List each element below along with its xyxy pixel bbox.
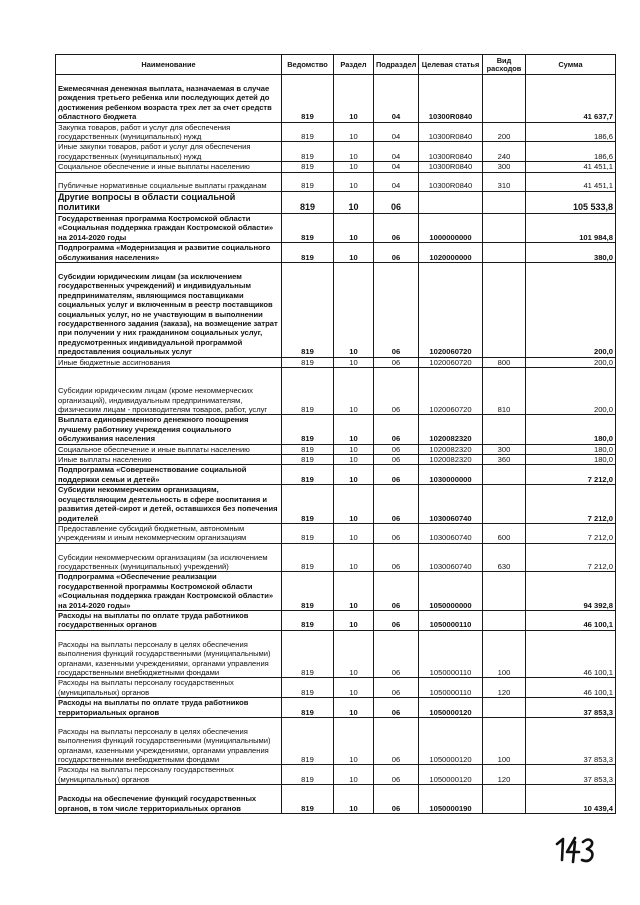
table-row	[56, 415, 616, 444]
cell-dept: 819	[282, 455, 334, 465]
cell-dept: 819	[282, 415, 334, 444]
cell-section: 10	[334, 444, 374, 454]
cell-subsection: 06	[374, 243, 419, 263]
cell-sum: 180,0	[526, 415, 616, 444]
table-row	[56, 678, 616, 698]
cell-subsection: 04	[374, 122, 419, 142]
cell-section: 10	[334, 357, 374, 367]
cell-sum: 7 212,0	[526, 465, 616, 485]
cell-target: 1020060720	[419, 367, 483, 415]
cell-target: 1020060720	[419, 357, 483, 367]
table-row	[56, 765, 616, 785]
cell-subsection: 06	[374, 572, 419, 611]
cell-subsection: 06	[374, 765, 419, 785]
cell-section: 10	[334, 263, 374, 358]
header-sum: Сумма	[526, 55, 616, 75]
table-row	[56, 172, 616, 191]
header-section: Раздел	[334, 55, 374, 75]
table-row	[56, 698, 616, 718]
table-row	[56, 444, 616, 454]
cell-dept: 819	[282, 465, 334, 485]
cell-dept: 819	[282, 142, 334, 162]
cell-subsection: 06	[374, 455, 419, 465]
table-row	[56, 122, 616, 142]
header-dept: Ведомство	[282, 55, 334, 75]
table-row	[56, 263, 616, 358]
cell-subsection: 04	[374, 75, 419, 123]
cell-sum: 186,6	[526, 142, 616, 162]
cell-dept: 819	[282, 572, 334, 611]
cell-section: 10	[334, 243, 374, 263]
cell-target: 1020000000	[419, 243, 483, 263]
cell-section: 10	[334, 785, 374, 814]
cell-sum: 41 637,7	[526, 75, 616, 123]
cell-name: Расходы на обеспечение функций государственных органов, в том числе территориальных органов	[56, 785, 282, 814]
header-exptype: Вид расходов	[483, 55, 526, 75]
table-row	[56, 357, 616, 367]
cell-subsection: 06	[374, 485, 419, 524]
cell-dept: 819	[282, 75, 334, 123]
cell-section: 10	[334, 75, 374, 123]
cell-sum: 200,0	[526, 357, 616, 367]
cell-target: 1050000110	[419, 611, 483, 631]
header-subsection: Подраздел	[374, 55, 419, 75]
cell-name: Государственная программа Костромской области «Социальная поддержка граждан Костромской области» на 2014-2020 годы	[56, 214, 282, 243]
cell-sum: 7 212,0	[526, 543, 616, 572]
cell-exptype: 300	[483, 162, 526, 172]
cell-name: Расходы на выплаты персоналу в целях обеспечения выполнения функций государственными (муниципальными) органами, казенными учреждениями, органами управления государственными внебюджетными фондами	[56, 717, 282, 765]
table-row	[56, 785, 616, 814]
cell-subsection: 04	[374, 172, 419, 191]
cell-exptype	[483, 243, 526, 263]
cell-target: 1030000000	[419, 465, 483, 485]
cell-name: Субсидии некоммерческим организациям, осуществляющим деятельность в сфере воспитания и развития детей-сирот и детей, оставшихся без попечения родителей	[56, 485, 282, 524]
cell-dept: 819	[282, 523, 334, 543]
table-row	[56, 367, 616, 415]
table-row	[56, 630, 616, 678]
cell-target: 1020060720	[419, 263, 483, 358]
cell-sum: 7 212,0	[526, 523, 616, 543]
cell-sum: 46 100,1	[526, 678, 616, 698]
cell-sum: 37 853,3	[526, 765, 616, 785]
cell-subsection: 06	[374, 630, 419, 678]
cell-subsection: 06	[374, 698, 419, 718]
cell-name: Иные бюджетные ассигнования	[56, 357, 282, 367]
cell-name: Иные выплаты населению	[56, 455, 282, 465]
cell-sum: 37 853,3	[526, 698, 616, 718]
cell-target: 1050000000	[419, 572, 483, 611]
cell-sum: 46 100,1	[526, 611, 616, 631]
cell-dept: 819	[282, 543, 334, 572]
cell-name: Социальное обеспечение и иные выплаты населению	[56, 444, 282, 454]
cell-name: Закупка товаров, работ и услуг для обеспечения государственных (муниципальных) нужд	[56, 122, 282, 142]
cell-dept: 819	[282, 678, 334, 698]
cell-subsection: 06	[374, 367, 419, 415]
cell-exptype: 810	[483, 367, 526, 415]
cell-section: 10	[334, 523, 374, 543]
cell-sum: 180,0	[526, 455, 616, 465]
cell-target: 1030060740	[419, 543, 483, 572]
cell-target: 1050000190	[419, 785, 483, 814]
cell-exptype: 120	[483, 765, 526, 785]
cell-exptype: 100	[483, 630, 526, 678]
cell-target: 1050000110	[419, 678, 483, 698]
cell-section: 10	[334, 415, 374, 444]
cell-name: Расходы на выплаты персоналу государственных (муниципальных) органов	[56, 765, 282, 785]
cell-exptype: 310	[483, 172, 526, 191]
cell-subsection: 06	[374, 263, 419, 358]
table-row	[56, 191, 616, 213]
cell-target: 1020082320	[419, 455, 483, 465]
cell-sum: 200,0	[526, 263, 616, 358]
cell-subsection: 04	[374, 142, 419, 162]
cell-sum: 41 451,1	[526, 162, 616, 172]
cell-name: Субсидии юридическим лицам (за исключением государственных учреждений) и индивидуальным предпринимателям, являющимся поставщиками социальных услуг и включенным в реестр поставщиков социальных услуг, но не участвующим в выполнении государственного задания (заказа), на возмещение затрат при получении у них гражданином социальных услуг, предусмотренных индивидуальной программой предоставления социальных услуг	[56, 263, 282, 358]
cell-section: 10	[334, 465, 374, 485]
cell-name: Подпрограмма «Модернизация и развитие социального обслуживания населения»	[56, 243, 282, 263]
cell-subsection: 06	[374, 785, 419, 814]
table-row	[56, 465, 616, 485]
table-row	[56, 717, 616, 765]
cell-sum: 186,6	[526, 122, 616, 142]
table-row	[56, 455, 616, 465]
budget-table	[55, 54, 616, 814]
table-row	[56, 214, 616, 243]
cell-exptype	[483, 572, 526, 611]
table-row	[56, 611, 616, 631]
cell-exptype	[483, 75, 526, 123]
cell-exptype	[483, 415, 526, 444]
cell-subsection: 06	[374, 415, 419, 444]
cell-dept: 819	[282, 485, 334, 524]
cell-section: 10	[334, 717, 374, 765]
cell-sum: 94 392,8	[526, 572, 616, 611]
cell-sum: 105 533,8	[526, 191, 616, 213]
cell-sum: 200,0	[526, 367, 616, 415]
cell-section: 10	[334, 142, 374, 162]
cell-subsection: 06	[374, 611, 419, 631]
cell-target: 1050000110	[419, 630, 483, 678]
table-row	[56, 485, 616, 524]
cell-subsection: 04	[374, 162, 419, 172]
cell-sum: 380,0	[526, 243, 616, 263]
cell-target: 10300R0840	[419, 162, 483, 172]
cell-dept: 819	[282, 122, 334, 142]
table-row	[56, 162, 616, 172]
cell-section: 10	[334, 572, 374, 611]
cell-exptype	[483, 485, 526, 524]
cell-exptype: 800	[483, 357, 526, 367]
table-row	[56, 523, 616, 543]
cell-subsection: 06	[374, 357, 419, 367]
cell-target: 1030060740	[419, 523, 483, 543]
cell-sum: 180,0	[526, 444, 616, 454]
cell-target: 1000000000	[419, 214, 483, 243]
cell-name: Подпрограмма «Совершенствование социальной поддержки семьи и детей»	[56, 465, 282, 485]
cell-dept: 819	[282, 444, 334, 454]
table-row	[56, 243, 616, 263]
header-target: Целевая статья	[419, 55, 483, 75]
cell-section: 10	[334, 765, 374, 785]
table-row	[56, 543, 616, 572]
cell-dept: 819	[282, 630, 334, 678]
table-row	[56, 142, 616, 162]
cell-dept: 819	[282, 367, 334, 415]
cell-exptype: 600	[483, 523, 526, 543]
cell-subsection: 06	[374, 543, 419, 572]
cell-exptype	[483, 263, 526, 358]
cell-exptype	[483, 214, 526, 243]
cell-section: 10	[334, 367, 374, 415]
cell-name: Подпрограмма «Обеспечение реализации государственной программы Костромской области «Социальная поддержка граждан Костромской области» на 2014-2020 годы»	[56, 572, 282, 611]
cell-section: 10	[334, 162, 374, 172]
cell-dept: 819	[282, 214, 334, 243]
cell-subsection: 06	[374, 191, 419, 213]
cell-name: Публичные нормативные социальные выплаты гражданам	[56, 172, 282, 191]
cell-name: Другие вопросы в области социальной политики	[56, 191, 282, 213]
cell-sum: 46 100,1	[526, 630, 616, 678]
cell-target: 1050000120	[419, 765, 483, 785]
cell-exptype	[483, 785, 526, 814]
cell-section: 10	[334, 191, 374, 213]
cell-section: 10	[334, 122, 374, 142]
cell-exptype: 200	[483, 122, 526, 142]
cell-target	[419, 191, 483, 213]
cell-subsection: 06	[374, 717, 419, 765]
cell-subsection: 06	[374, 214, 419, 243]
cell-sum: 37 853,3	[526, 717, 616, 765]
cell-dept: 819	[282, 243, 334, 263]
cell-sum: 41 451,1	[526, 172, 616, 191]
header-name: Наименование	[56, 55, 282, 75]
cell-target: 10300R0840	[419, 172, 483, 191]
cell-name: Ежемесячная денежная выплата, назначаемая в случае рождения третьего ребенка или последующих детей до достижения ребенком возраста трех лет за счет средств областного бюджета	[56, 75, 282, 123]
cell-subsection: 06	[374, 523, 419, 543]
cell-target: 10300R0840	[419, 122, 483, 142]
cell-dept: 819	[282, 611, 334, 631]
cell-target: 10300R0840	[419, 142, 483, 162]
cell-exptype: 360	[483, 455, 526, 465]
cell-dept: 819	[282, 717, 334, 765]
cell-name: Расходы на выплаты персоналу государственных (муниципальных) органов	[56, 678, 282, 698]
cell-name: Выплата единовременного денежного поощрения лучшему работнику учреждения социального обслуживания населения	[56, 415, 282, 444]
cell-dept: 819	[282, 357, 334, 367]
cell-exptype	[483, 191, 526, 213]
cell-section: 10	[334, 455, 374, 465]
cell-exptype: 240	[483, 142, 526, 162]
cell-section: 10	[334, 543, 374, 572]
cell-exptype: 120	[483, 678, 526, 698]
cell-dept: 819	[282, 785, 334, 814]
cell-sum: 7 212,0	[526, 485, 616, 524]
cell-sum: 10 439,4	[526, 785, 616, 814]
cell-dept: 819	[282, 698, 334, 718]
cell-name: Субсидии некоммерческим организациям (за исключением государственных (муниципальных) учреждений)	[56, 543, 282, 572]
table-header-row	[56, 55, 616, 75]
cell-dept: 819	[282, 263, 334, 358]
cell-subsection: 06	[374, 444, 419, 454]
cell-exptype: 300	[483, 444, 526, 454]
cell-name: Расходы на выплаты по оплате труда работников государственных органов	[56, 611, 282, 631]
cell-exptype	[483, 611, 526, 631]
cell-dept: 819	[282, 765, 334, 785]
cell-target: 10300R0840	[419, 75, 483, 123]
table-row	[56, 572, 616, 611]
cell-dept: 819	[282, 162, 334, 172]
cell-name: Субсидии юридическим лицам (кроме некоммерческих организаций), индивидуальным предпринимателям, физическим лицам - производителям товаров, работ, услуг	[56, 367, 282, 415]
cell-target: 1050000120	[419, 717, 483, 765]
cell-name: Предоставление субсидий бюджетным, автономным учреждениям и иным некоммерческим организациям	[56, 523, 282, 543]
cell-section: 10	[334, 214, 374, 243]
cell-name: Социальное обеспечение и иные выплаты населению	[56, 162, 282, 172]
cell-name: Расходы на выплаты по оплате труда работников территориальных органов	[56, 698, 282, 718]
cell-section: 10	[334, 630, 374, 678]
cell-exptype: 630	[483, 543, 526, 572]
cell-dept: 819	[282, 191, 334, 213]
cell-section: 10	[334, 172, 374, 191]
cell-section: 10	[334, 678, 374, 698]
cell-dept: 819	[282, 172, 334, 191]
table-row	[56, 75, 616, 123]
cell-target: 1020082320	[419, 444, 483, 454]
cell-exptype	[483, 698, 526, 718]
cell-exptype: 100	[483, 717, 526, 765]
cell-section: 10	[334, 611, 374, 631]
cell-target: 1030060740	[419, 485, 483, 524]
cell-name: Расходы на выплаты персоналу в целях обеспечения выполнения функций государственными (муниципальными) органами, казенными учреждениями, органами управления государственными внебюджетными фондами	[56, 630, 282, 678]
cell-section: 10	[334, 485, 374, 524]
cell-sum: 101 984,8	[526, 214, 616, 243]
cell-subsection: 06	[374, 678, 419, 698]
handwritten-page-number	[553, 834, 597, 866]
cell-target: 1050000120	[419, 698, 483, 718]
cell-exptype	[483, 465, 526, 485]
cell-name: Иные закупки товаров, работ и услуг для обеспечения государственных (муниципальных) нужд	[56, 142, 282, 162]
cell-subsection: 06	[374, 465, 419, 485]
cell-section: 10	[334, 698, 374, 718]
cell-target: 1020082320	[419, 415, 483, 444]
